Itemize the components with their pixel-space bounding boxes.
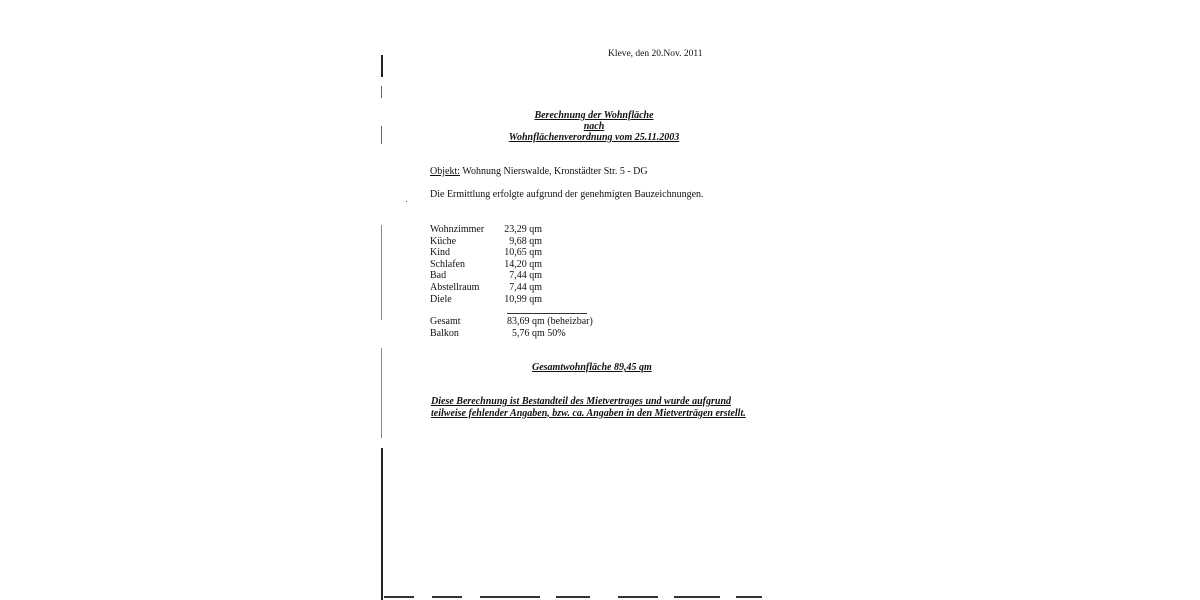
date-line: Kleve, den 20.Nov. 2011 [608,49,703,59]
title-line: nach [583,121,605,132]
room-row [430,224,630,236]
grand-total: Gesamtwohnfläche 89,45 qm [532,362,652,373]
room-area: 10,65 qm [504,247,542,259]
scan-edge-mark [381,86,382,98]
total-label: Gesamt [430,316,461,327]
title-line: Berechnung der Wohnfläche [534,110,654,121]
total-row [430,316,630,328]
room-area: 14,20 qm [504,258,542,270]
scan-bottom-mark [384,596,414,598]
scan-edge-mark [381,55,383,77]
room-name: Schlafen [430,258,465,270]
scan-bottom-mark [556,596,590,598]
room-row [430,294,630,306]
scan-bottom-mark [480,596,540,598]
scan-bottom-mark [736,596,762,598]
room-list [430,224,630,305]
object-label: Objekt: [430,166,460,177]
room-area: 10,99 qm [504,293,542,305]
room-name: Kind [430,247,450,259]
room-name: Diele [430,293,452,305]
scan-edge-mark [381,126,382,144]
room-row [430,259,630,271]
scan-edge-mark [381,448,383,600]
scan-bottom-mark [432,596,462,598]
room-area: 7,44 qm [509,281,542,293]
footnote-line: teilweise fehlender Angaben, bzw. ca. Angaben in den Mietverträgen erstellt. [431,407,746,419]
room-name: Abstellraum [430,281,480,293]
room-name: Wohnzimmer [430,224,485,235]
scan-bottom-mark [618,596,658,598]
room-area: 9,68 qm [509,235,542,247]
room-row [430,270,630,282]
footnote-line: Diese Berechnung ist Bestandteil des Mietvertrages und wurde aufgrund [431,396,732,407]
object-value: Wohnung Nierswalde, Kronstädter Str. 5 - DG [462,166,648,177]
room-name: Bad [430,270,447,282]
total-value: 5,76 qm 50% [512,327,566,339]
intro-text: Die Ermittlung erfolgte aufgrund der genehmigten Bauzeichnungen. [430,189,704,200]
sum-rule [507,313,587,314]
totals-list [430,316,630,339]
room-row [430,236,630,248]
room-name: Küche [430,235,457,247]
object-line [430,166,648,177]
room-row [430,282,630,294]
scan-speck [406,201,407,202]
scan-edge-mark [381,348,382,438]
room-row [430,247,630,259]
room-area: 7,44 qm [509,270,542,282]
scan-edge-mark [381,225,382,320]
footnote [431,396,746,419]
total-row [430,328,630,340]
scan-bottom-mark [674,596,720,598]
room-area: 23,29 qm [504,224,542,235]
total-value: 83,69 qm (beheizbar) [507,316,593,327]
total-label: Balkon [430,327,459,339]
document-title [494,110,694,143]
title-line: Wohnflächenverordnung vom 25.11.2003 [508,132,680,143]
